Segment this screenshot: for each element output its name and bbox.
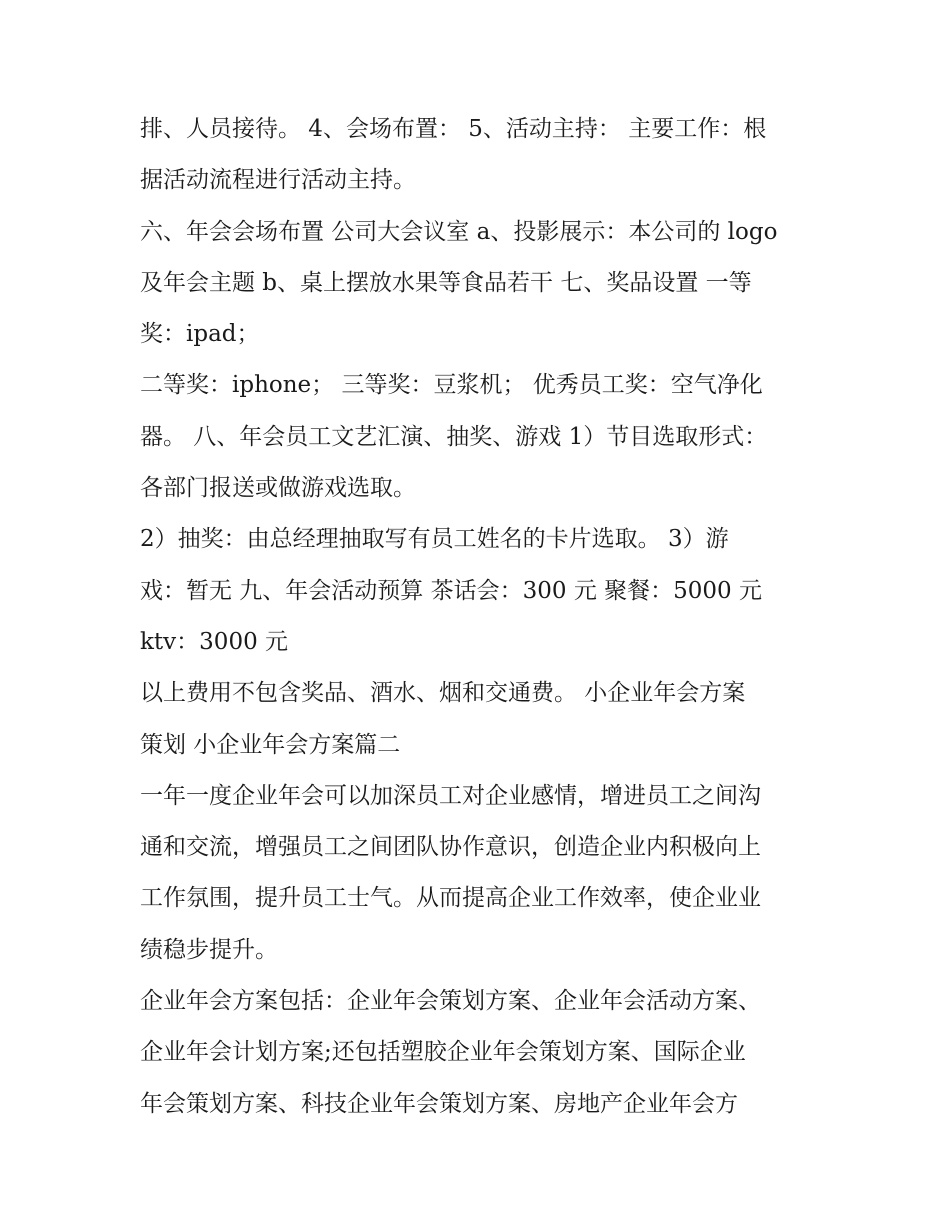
text-line: 年会策划方案、科技企业年会策划方案、房地产企业年会方 (140, 1090, 738, 1117)
text-line: 企业年会方案包括：企业年会策划方案、企业年会活动方案、 (140, 988, 761, 1015)
text-line: 企业年会计划方案;还包括塑胶企业年会策划方案、国际企业 (140, 1039, 746, 1066)
text-line: 工作氛围，提升员工士气。从而提高企业工作效率，使企业业 (140, 885, 761, 912)
text-line: 绩稳步提升。 (140, 936, 278, 963)
text-line: 2）抽奖：由总经理抽取写有员工姓名的卡片选取。 3）游 (140, 526, 729, 553)
text-line: 通和交流，增强员工之间团队协作意识，创造企业内积极向上 (140, 834, 761, 861)
text-line: 以上费用不包含奖品、酒水、烟和交通费。 小企业年会方案 (140, 680, 746, 707)
text-line: 奖：ipad； (140, 321, 260, 348)
text-line: 器。 八、年会员工文艺汇演、抽奖、游戏 1）节目选取形式： (140, 423, 768, 450)
document-body (140, 104, 820, 1130)
text-line: 策划 小企业年会方案篇二 (140, 731, 401, 758)
text-line: 排、人员接待。 4、会场布置： 5、活动主持： 主要工作：根 (140, 116, 767, 142)
text-line: 二等奖：iphone； 三等奖：豆浆机； 优秀员工奖：空气净化 (140, 372, 763, 399)
text-line: 戏：暂无 九、年会活动预算 茶话会：300 元 聚餐：5000 元 (140, 577, 762, 604)
text-line: 据活动流程进行活动主持。 (140, 167, 416, 194)
text-line: 各部门报送或做游戏选取。 (140, 475, 416, 502)
text-line: 及年会主题 b、桌上摆放水果等食品若干 七、奖品设置 一等 (140, 269, 752, 296)
text-line: ktv：3000 元 (140, 628, 289, 655)
text-line: 一年一度企业年会可以加深员工对企业感情，增进员工之间沟 (140, 782, 761, 809)
text-line: 六、年会会场布置 公司大会议室 a、投影展示：本公司的 logo (140, 218, 778, 245)
